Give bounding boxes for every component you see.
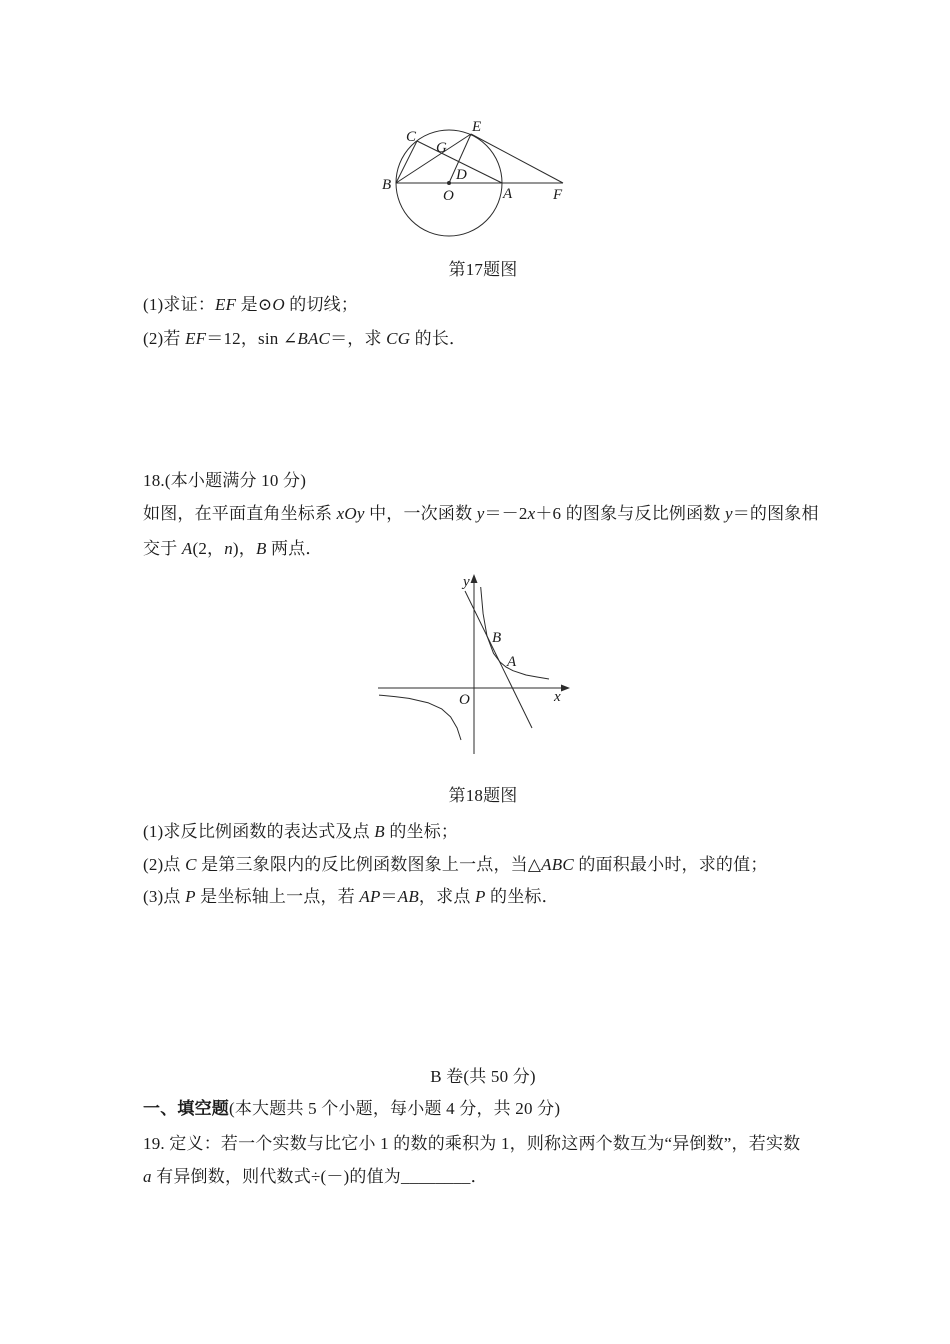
label-A: A (503, 186, 513, 202)
label-G: G (436, 140, 447, 156)
label-E: E (472, 119, 482, 135)
q19-line2: a 有异倒数，则代数式÷(－)的值为________． (143, 1167, 488, 1186)
label-point-A: A (507, 654, 517, 670)
q18-intro-line2: 交于 A(2，n)，B 两点． (143, 539, 323, 558)
label-O: O (443, 188, 454, 204)
label-D: D (456, 167, 467, 183)
q19-line1: 19. 定义：若一个实数与比它小 1 的数的乘积为 1，则称这两个数互为“异倒数”，若实数 (143, 1134, 801, 1153)
label-x-axis: x (554, 689, 561, 705)
label-origin: O (459, 692, 470, 708)
figure-17-caption: 第17题图 (448, 260, 518, 279)
label-C: C (406, 129, 417, 145)
section-b-header: B 卷(共 50 分) (430, 1067, 536, 1086)
q17-part2: (2)若 EF＝12，sin ∠BAC＝，求 CG 的长． (143, 329, 467, 348)
coordinate-plot (370, 568, 580, 763)
question-17-figure (370, 105, 582, 245)
label-B: B (382, 177, 392, 193)
fill-in-blank-section-heading: 一、填空题(本大题共 5 个小题，每小题 4 分，共 20 分) (143, 1099, 561, 1118)
circle-diagram (370, 105, 582, 245)
line-EF (471, 134, 563, 183)
q18-part2: (2)点 C 是第三象限内的反比例函数图象上一点，当△ABC 的面积最小时，求的值； (143, 855, 768, 874)
label-F: F (553, 187, 563, 203)
q18-intro-line1: 如图，在平面直角坐标系 xOy 中，一次函数 y＝－2x＋6 的图象与反比例函数 y＝的图象相 (143, 504, 819, 523)
q17-part1: (1)求证：EF 是⊙O 的切线； (143, 295, 359, 314)
y-axis-arrow (471, 574, 478, 583)
question-18-figure (370, 568, 580, 763)
figure-18-caption: 第18题图 (448, 786, 518, 805)
label-y-axis: y (463, 574, 470, 590)
label-point-B: B (492, 630, 502, 646)
q18-heading: 18.(本小题满分 10 分) (143, 471, 307, 490)
hyperbola-branch-q3 (379, 695, 461, 740)
x-axis-arrow (561, 685, 570, 692)
q18-part1: (1)求反比例函数的表达式及点 B 的坐标； (143, 822, 459, 841)
q18-part3: (3)点 P 是坐标轴上一点，若 AP＝AB，求点 P 的坐标． (143, 887, 559, 906)
